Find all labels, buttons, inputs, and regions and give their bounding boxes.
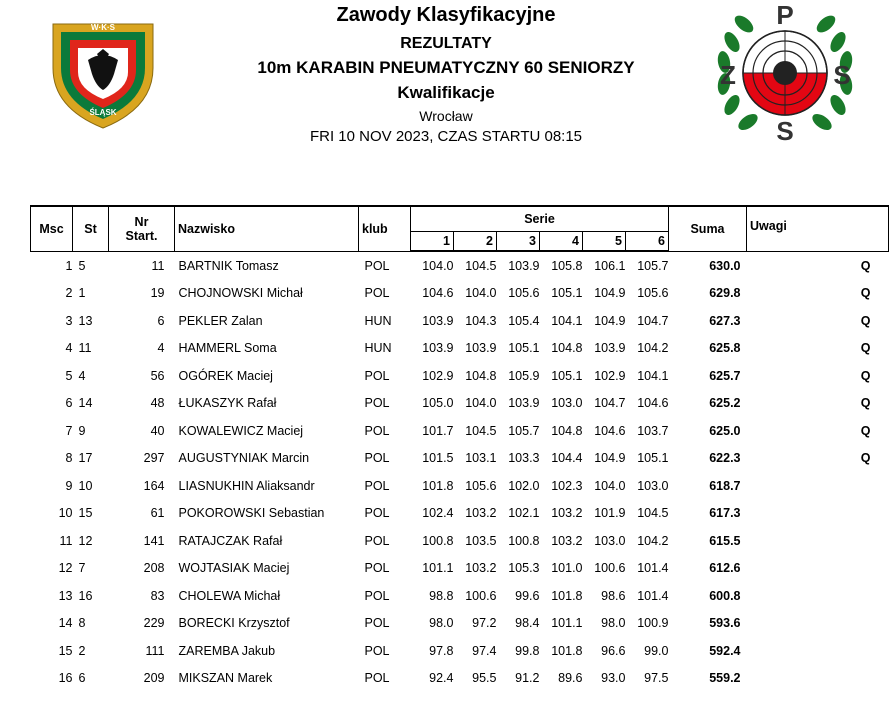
series-4-cell: 105.1	[551, 368, 583, 383]
series-3-cell: 105.9	[508, 368, 540, 383]
station-cell: 15	[78, 506, 93, 521]
series-5-cell: 104.0	[594, 478, 626, 493]
station-cell: 10	[78, 478, 93, 493]
notes-cell: Q	[860, 396, 871, 411]
table-row	[31, 280, 889, 308]
series-2-cell: 104.5	[465, 258, 497, 273]
station-cell: 9	[78, 423, 86, 438]
series-3-cell: 105.4	[508, 313, 540, 328]
series-5-cell: 103.0	[594, 533, 626, 548]
series-3-cell: 105.1	[508, 341, 540, 356]
series-5-cell: 104.9	[594, 286, 626, 301]
athlete-name-cell: PEKLER Zalan	[178, 313, 263, 328]
club-cell: POL	[364, 506, 390, 521]
athlete-name-cell: ŁUKASZYK Rafał	[178, 396, 277, 411]
athlete-name-cell: MIKSZAN Marek	[178, 671, 273, 686]
series-1-cell: 102.4	[422, 506, 454, 521]
series-1-cell: 98.0	[429, 616, 454, 631]
series-5-cell: 93.0	[601, 671, 626, 686]
series-6-cell: 99.0	[644, 643, 669, 658]
start-number-cell: 208	[143, 561, 165, 576]
series-2-cell: 95.5	[472, 671, 497, 686]
results-body	[31, 251, 889, 692]
series-3-cell: 102.0	[508, 478, 540, 493]
total-cell: 625.8	[709, 341, 741, 356]
series-1-cell: 101.7	[422, 423, 454, 438]
athlete-name-cell: CHOLEWA Michał	[178, 588, 281, 603]
series-5-cell: 104.9	[594, 313, 626, 328]
series-3-cell: 98.4	[515, 616, 540, 631]
notes-cell: Q	[860, 258, 871, 273]
series-2-cell: 104.0	[465, 396, 497, 411]
series-5-cell: 104.6	[594, 423, 626, 438]
notes-cell	[747, 582, 889, 610]
col-header-nr	[109, 206, 175, 251]
series-5-cell: 106.1	[594, 258, 626, 273]
series-3-cell: 99.6	[515, 588, 540, 603]
col-header-series-3: 3	[497, 232, 540, 252]
table-row	[31, 472, 889, 500]
svg-text:P: P	[776, 2, 794, 30]
station-cell: 1	[78, 286, 86, 301]
rank-cell: 15	[58, 643, 73, 658]
start-number-cell: 297	[143, 451, 165, 466]
athlete-name-cell: HAMMERL Soma	[178, 341, 277, 356]
series-2-cell: 104.8	[465, 368, 497, 383]
series-1-cell: 101.5	[422, 451, 454, 466]
series-4-cell: 104.8	[551, 423, 583, 438]
station-cell: 6	[78, 671, 86, 686]
total-cell: 625.0	[709, 423, 741, 438]
series-6-cell: 104.5	[637, 506, 669, 521]
rank-cell: 5	[65, 368, 73, 383]
event-name: 10m KARABIN PNEUMATYCZNY 60 SENIORZY	[257, 58, 635, 77]
notes-cell: Q	[860, 423, 871, 438]
series-4-cell: 105.1	[551, 286, 583, 301]
series-3-cell: 100.8	[508, 533, 540, 548]
total-cell: 615.5	[709, 533, 741, 548]
table-row	[31, 445, 889, 473]
club-cell: POL	[364, 533, 390, 548]
series-4-cell: 104.8	[551, 341, 583, 356]
station-cell: 13	[78, 313, 93, 328]
competition-phase: Kwalifikacje	[397, 83, 495, 102]
start-number-cell: 164	[143, 478, 165, 493]
rank-cell: 16	[58, 671, 73, 686]
club-cell: HUN	[364, 341, 392, 356]
series-3-cell: 99.8	[515, 643, 540, 658]
start-number-cell: 11	[151, 258, 165, 273]
notes-cell	[747, 472, 889, 500]
table-row	[31, 637, 889, 665]
total-cell: 622.3	[709, 451, 741, 466]
athlete-name-cell: POKOROWSKI Sebastian	[178, 506, 325, 521]
notes-cell	[747, 665, 889, 693]
total-cell: 593.6	[709, 616, 741, 631]
series-3-cell: 105.7	[508, 423, 540, 438]
start-datetime: FRI 10 NOV 2023, CZAS STARTU 08:15	[309, 128, 583, 145]
rank-cell: 8	[65, 451, 73, 466]
total-cell: 625.2	[709, 396, 741, 411]
col-header-notes: Uwagi	[747, 206, 889, 251]
table-row	[31, 307, 889, 335]
series-6-cell: 104.1	[637, 368, 669, 383]
athlete-name-cell: BARTNIK Tomasz	[178, 258, 279, 273]
athlete-name-cell: OGÓREK Maciej	[178, 368, 273, 383]
table-row	[31, 582, 889, 610]
table-row	[31, 362, 889, 390]
series-5-cell: 96.6	[601, 643, 626, 658]
table-row	[31, 610, 889, 638]
club-cell: POL	[364, 423, 390, 438]
series-4-cell: 105.8	[551, 258, 583, 273]
notes-cell	[747, 555, 889, 583]
series-6-cell: 97.5	[644, 671, 669, 686]
series-1-cell: 101.8	[422, 478, 454, 493]
rank-cell: 2	[65, 286, 73, 301]
series-1-cell: 98.8	[429, 588, 454, 603]
table-row	[31, 251, 889, 280]
series-1-cell: 97.8	[429, 643, 454, 658]
col-header-st: St	[73, 206, 109, 251]
station-cell: 11	[78, 341, 92, 356]
start-number-cell: 4	[157, 341, 165, 356]
col-header-series-2: 2	[454, 232, 497, 252]
series-2-cell: 103.2	[465, 561, 497, 576]
rank-cell: 1	[65, 258, 73, 273]
station-cell: 17	[78, 451, 93, 466]
notes-cell	[747, 637, 889, 665]
series-1-cell: 101.1	[422, 561, 454, 576]
series-1-cell: 104.0	[422, 258, 454, 273]
total-cell: 592.4	[709, 643, 741, 658]
col-header-series-1: 1	[411, 232, 454, 252]
club-cell: HUN	[364, 313, 392, 328]
club-cell: POL	[364, 368, 390, 383]
station-cell: 8	[78, 616, 86, 631]
series-2-cell: 103.5	[465, 533, 497, 548]
series-2-cell: 100.6	[465, 588, 497, 603]
document-title: Zawody Klasyfikacyjne	[336, 4, 556, 26]
svg-text:Z: Z	[720, 60, 736, 90]
rank-cell: 3	[65, 313, 73, 328]
series-4-cell: 103.0	[551, 396, 583, 411]
series-3-cell: 105.3	[508, 561, 540, 576]
table-row	[31, 665, 889, 693]
series-4-cell: 104.1	[551, 313, 583, 328]
series-4-cell: 102.3	[551, 478, 583, 493]
rank-cell: 13	[58, 588, 73, 603]
col-header-series-5: 5	[583, 232, 626, 252]
athlete-name-cell: LIASNUKHIN Aliaksandr	[178, 478, 315, 493]
notes-cell: Q	[860, 451, 871, 466]
series-5-cell: 101.9	[594, 506, 626, 521]
total-cell: 629.8	[709, 286, 741, 301]
series-3-cell: 103.9	[508, 396, 540, 411]
rank-cell: 11	[59, 533, 73, 548]
col-header-msc: Msc	[31, 206, 73, 251]
athlete-name-cell: ZAREMBA Jakub	[178, 643, 276, 658]
series-4-cell: 101.8	[551, 643, 583, 658]
start-number-cell: 111	[145, 643, 165, 658]
rank-cell: 9	[65, 478, 73, 493]
series-3-cell: 102.1	[508, 506, 540, 521]
series-5-cell: 103.9	[594, 341, 626, 356]
total-cell: 630.0	[709, 258, 741, 273]
series-5-cell: 98.6	[601, 588, 626, 603]
series-3-cell: 103.9	[508, 258, 540, 273]
svg-text:W·K·S: W·K·S	[91, 23, 115, 32]
document-subtitle: REZULTATY	[400, 35, 492, 52]
station-cell: 4	[78, 368, 86, 383]
col-header-nr-label: Nr Start.	[125, 214, 158, 243]
rank-cell: 4	[65, 341, 73, 356]
table-row	[31, 555, 889, 583]
station-cell: 12	[78, 533, 93, 548]
series-6-cell: 103.7	[637, 423, 669, 438]
series-2-cell: 103.2	[465, 506, 497, 521]
rank-cell: 10	[58, 506, 73, 521]
series-6-cell: 101.4	[637, 588, 669, 603]
notes-cell	[747, 610, 889, 638]
series-4-cell: 101.0	[551, 561, 583, 576]
station-cell: 16	[78, 588, 93, 603]
rank-cell: 6	[65, 396, 73, 411]
pzss-target-icon	[712, 2, 858, 144]
athlete-name-cell: RATAJCZAK Rafał	[178, 533, 283, 548]
start-number-cell: 83	[150, 588, 165, 603]
series-4-cell: 89.6	[558, 671, 583, 686]
series-6-cell: 104.6	[637, 396, 669, 411]
club-cell: POL	[364, 286, 390, 301]
table-row	[31, 335, 889, 363]
col-header-series-4: 4	[540, 232, 583, 252]
svg-text:S: S	[776, 116, 794, 144]
table-row	[31, 417, 889, 445]
series-4-cell: 101.8	[551, 588, 583, 603]
total-cell: 627.3	[709, 313, 741, 328]
start-number-cell: 6	[157, 313, 165, 328]
location: Wrocław	[419, 108, 473, 124]
series-6-cell: 105.1	[637, 451, 669, 466]
col-header-sum: Suma	[669, 206, 747, 251]
series-2-cell: 104.0	[465, 286, 497, 301]
total-cell: 618.7	[709, 478, 741, 493]
col-header-series-6: 6	[626, 232, 669, 252]
club-cell: POL	[364, 258, 390, 273]
series-5-cell: 102.9	[594, 368, 626, 383]
series-2-cell: 104.5	[465, 423, 497, 438]
station-cell: 5	[78, 258, 86, 273]
rank-cell: 14	[58, 616, 73, 631]
series-6-cell: 101.4	[637, 561, 669, 576]
series-4-cell: 103.2	[551, 506, 583, 521]
athlete-name-cell: WOJTASIAK Maciej	[178, 561, 290, 576]
series-1-cell: 105.0	[422, 396, 454, 411]
series-2-cell: 97.4	[472, 643, 497, 658]
start-number-cell: 141	[143, 533, 165, 548]
total-cell: 612.6	[709, 561, 741, 576]
series-1-cell: 103.9	[422, 341, 454, 356]
table-row	[31, 500, 889, 528]
start-number-cell: 229	[143, 616, 165, 631]
series-1-cell: 100.8	[422, 533, 454, 548]
series-1-cell: 104.6	[422, 286, 454, 301]
club-cell: POL	[364, 588, 390, 603]
total-cell: 600.8	[709, 588, 741, 603]
series-6-cell: 104.2	[637, 341, 669, 356]
series-6-cell: 104.2	[637, 533, 669, 548]
series-6-cell: 100.9	[637, 616, 669, 631]
club-cell: POL	[364, 451, 390, 466]
table-row	[31, 390, 889, 418]
total-cell: 625.7	[709, 368, 741, 383]
start-number-cell: 209	[143, 671, 165, 686]
start-number-cell: 56	[150, 368, 165, 383]
club-cell: POL	[364, 643, 390, 658]
series-6-cell: 104.7	[637, 313, 669, 328]
series-2-cell: 104.3	[465, 313, 497, 328]
series-5-cell: 104.9	[594, 451, 626, 466]
series-6-cell: 105.6	[637, 286, 669, 301]
svg-text:ŚLĄSK: ŚLĄSK	[89, 108, 117, 117]
table-row	[31, 527, 889, 555]
notes-cell: Q	[860, 313, 871, 328]
rank-cell: 12	[58, 561, 73, 576]
series-5-cell: 98.0	[601, 616, 626, 631]
athlete-name-cell: KOWALEWICZ Maciej	[178, 423, 304, 438]
col-header-serie: Serie	[411, 206, 669, 232]
series-1-cell: 92.4	[429, 671, 454, 686]
series-1-cell: 102.9	[422, 368, 454, 383]
results-table	[30, 205, 889, 692]
total-cell: 559.2	[709, 671, 741, 686]
series-5-cell: 100.6	[594, 561, 626, 576]
station-cell: 2	[78, 643, 86, 658]
notes-cell: Q	[860, 368, 871, 383]
start-number-cell: 48	[150, 396, 165, 411]
series-3-cell: 103.3	[508, 451, 540, 466]
series-3-cell: 105.6	[508, 286, 540, 301]
series-4-cell: 104.4	[551, 451, 583, 466]
total-cell: 617.3	[709, 506, 741, 521]
notes-cell	[747, 527, 889, 555]
notes-cell: Q	[860, 286, 871, 301]
notes-cell	[747, 500, 889, 528]
col-header-club: klub	[359, 206, 411, 251]
athlete-name-cell: BORECKI Krzysztof	[178, 616, 290, 631]
athlete-name-cell: CHOJNOWSKI Michał	[178, 286, 303, 301]
series-2-cell: 105.6	[465, 478, 497, 493]
club-cell: POL	[364, 671, 390, 686]
start-number-cell: 40	[150, 423, 165, 438]
club-cell: POL	[364, 396, 390, 411]
pzss-logo	[712, 2, 858, 144]
athlete-name-cell: AUGUSTYNIAK Marcin	[178, 451, 310, 466]
series-5-cell: 104.7	[594, 396, 626, 411]
start-number-cell: 19	[150, 286, 165, 301]
club-cell: POL	[364, 561, 390, 576]
club-cell: POL	[364, 478, 390, 493]
series-2-cell: 103.1	[465, 451, 497, 466]
notes-cell: Q	[860, 341, 871, 356]
club-cell: POL	[364, 616, 390, 631]
rank-cell: 7	[65, 423, 73, 438]
series-4-cell: 101.1	[551, 616, 583, 631]
col-header-name: Nazwisko	[175, 206, 359, 251]
svg-text:S: S	[833, 60, 851, 90]
series-2-cell: 103.9	[465, 341, 497, 356]
start-number-cell: 61	[150, 506, 165, 521]
series-6-cell: 105.7	[637, 258, 669, 273]
series-1-cell: 103.9	[422, 313, 454, 328]
series-3-cell: 91.2	[515, 671, 540, 686]
station-cell: 7	[78, 561, 86, 576]
series-2-cell: 97.2	[472, 616, 497, 631]
station-cell: 14	[78, 396, 93, 411]
series-4-cell: 103.2	[551, 533, 583, 548]
series-6-cell: 103.0	[637, 478, 669, 493]
